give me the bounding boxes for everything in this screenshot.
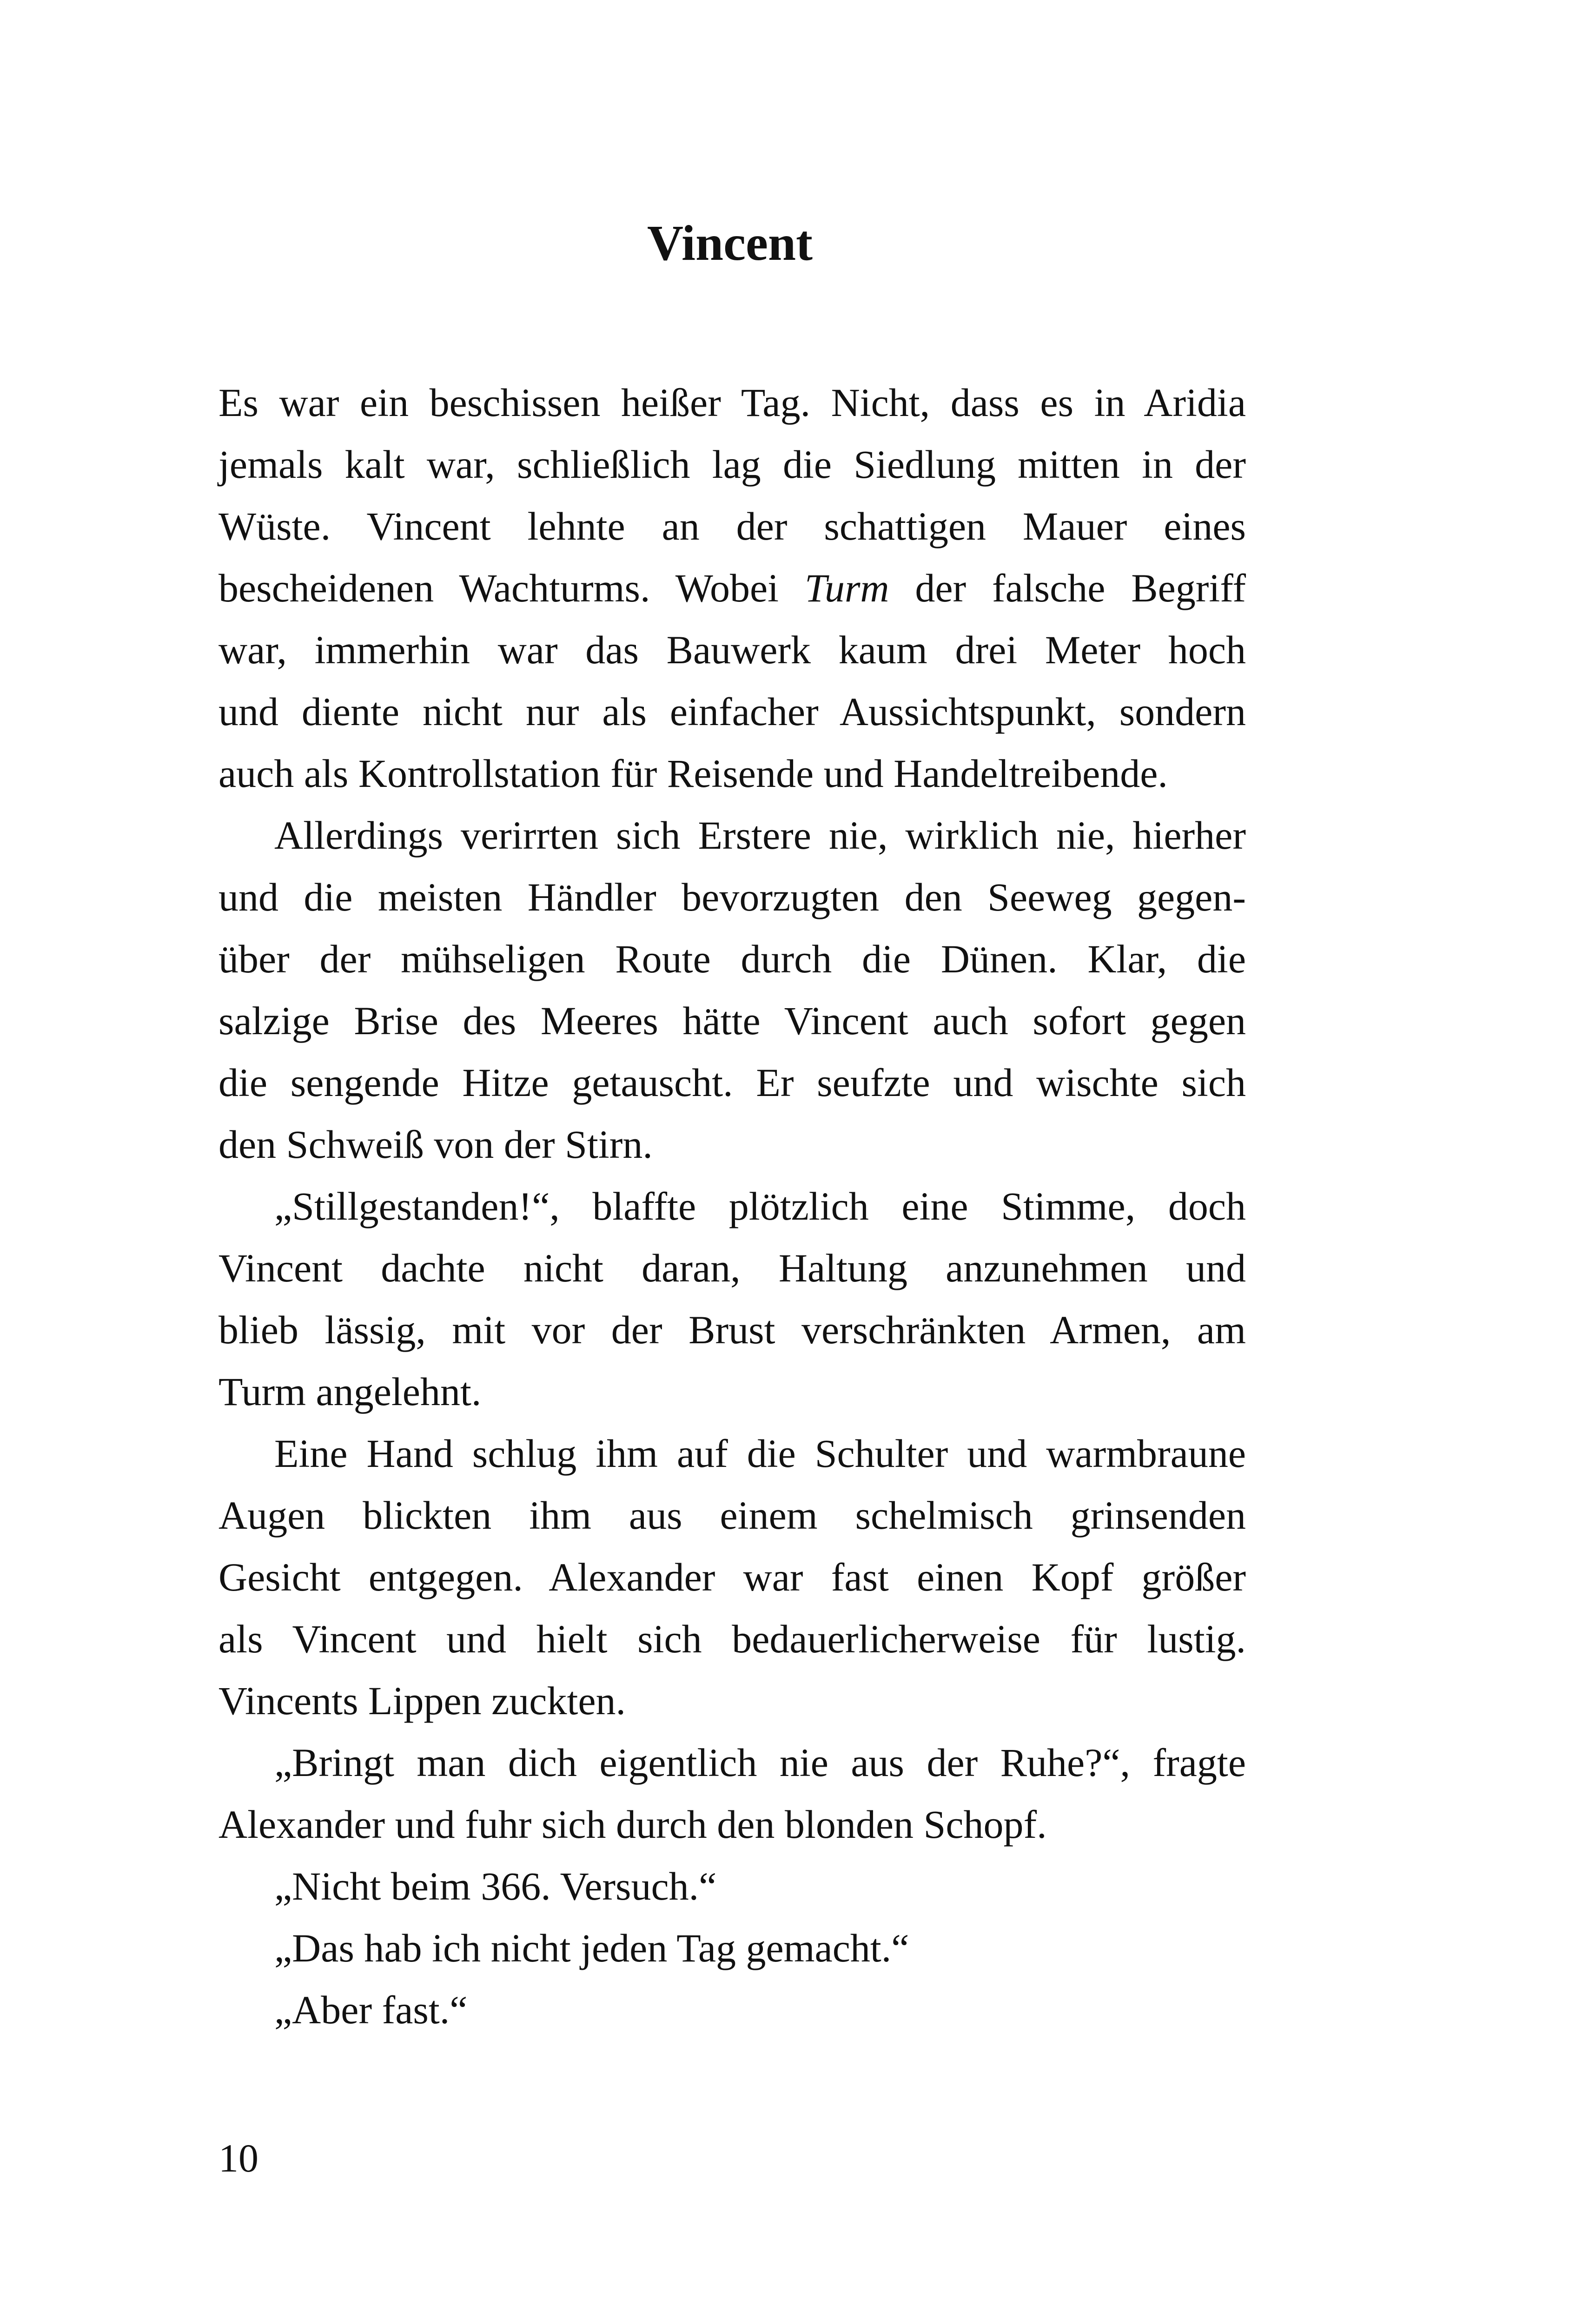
text-line: war, immerhin war das Bauwerk kaum drei Meter hoch — [218, 627, 1246, 672]
text-line: auch als Kontrollstation für Reisende und Handeltreibende. — [218, 751, 1168, 796]
paragraph-7 — [218, 1917, 1246, 1979]
text-line: blieb lässig, mit vor der Brust verschränkten Armen, am — [218, 1307, 1246, 1352]
text-line: über der mühseligen Route durch die Dünen. Klar, die — [218, 937, 1246, 981]
text-line: salzige Brise des Meeres hätte Vincent auch sofort gegen — [218, 998, 1246, 1043]
page-number: 10 — [218, 2136, 258, 2180]
text-segment: bescheidenen Wachturms. Wobei — [218, 566, 779, 610]
text-line: als Vincent und hielt sich bedauerlicherweise für lustig. — [218, 1617, 1246, 1661]
text-line: Eine Hand schlug ihm auf die Schulter und warmbraune — [274, 1431, 1246, 1476]
text-line: Allerdings verirrten sich Erstere nie, wirklich nie, hierher — [274, 813, 1246, 858]
text-line: Turm angelehnt. — [218, 1369, 482, 1414]
paragraph-6 — [218, 1855, 1246, 1917]
text-line: Vincent dachte nicht daran, Haltung anzunehmen und — [218, 1246, 1246, 1290]
body-text — [218, 372, 1246, 2041]
paragraph-1 — [218, 372, 1246, 805]
text-line: Wüste. Vincent lehnte an der schattigen Mauer eines — [218, 504, 1246, 548]
text-line: Vincents Lippen zuckten. — [218, 1678, 626, 1723]
text-line: Augen blickten ihm aus einem schelmisch grinsenden — [218, 1493, 1246, 1538]
text-line: und diente nicht nur als einfacher Aussichtspunkt, sondern — [218, 689, 1246, 734]
text-line: „Stillgestanden!“, blaffte plötzlich eine Stimme, doch — [274, 1184, 1246, 1228]
paragraph-8 — [218, 1979, 1246, 2041]
italic-word: Turm — [804, 566, 889, 610]
text-line: Alexander und fuhr sich durch den blonden Schopf. — [218, 1802, 1047, 1847]
text-line: „Nicht beim 366. Versuch.“ — [274, 1864, 717, 1908]
chapter-title: Vincent — [647, 216, 813, 271]
text-line: „Das hab ich nicht jeden Tag gemacht.“ — [274, 1926, 909, 1970]
text-line: jemals kalt war, schließlich lag die Siedlung mitten in der — [218, 442, 1246, 487]
text-line: und die meisten Händler bevorzugten den Seeweg gegen- — [218, 875, 1246, 919]
text-line: die sengende Hitze getauscht. Er seufzte und wischte sich — [218, 1060, 1246, 1105]
paragraph-4 — [218, 1423, 1246, 1732]
text-line: den Schweiß von der Stirn. — [218, 1122, 653, 1167]
text-line: Gesicht entgegen. Alexander war fast einen Kopf größer — [218, 1555, 1246, 1599]
text-segment: der falsche Begriff — [915, 566, 1246, 610]
paragraph-3 — [218, 1175, 1246, 1423]
text-line: „Aber fast.“ — [274, 1987, 468, 2032]
text-line: Es war ein beschissen heißer Tag. Nicht, dass es in Aridia — [218, 380, 1246, 425]
paragraph-2 — [218, 805, 1246, 1175]
text-line: „Bringt man dich eigentlich nie aus der Ruhe?“, fragte — [274, 1740, 1246, 1785]
paragraph-5 — [218, 1732, 1246, 1855]
text-line-with-italic — [218, 557, 1246, 619]
